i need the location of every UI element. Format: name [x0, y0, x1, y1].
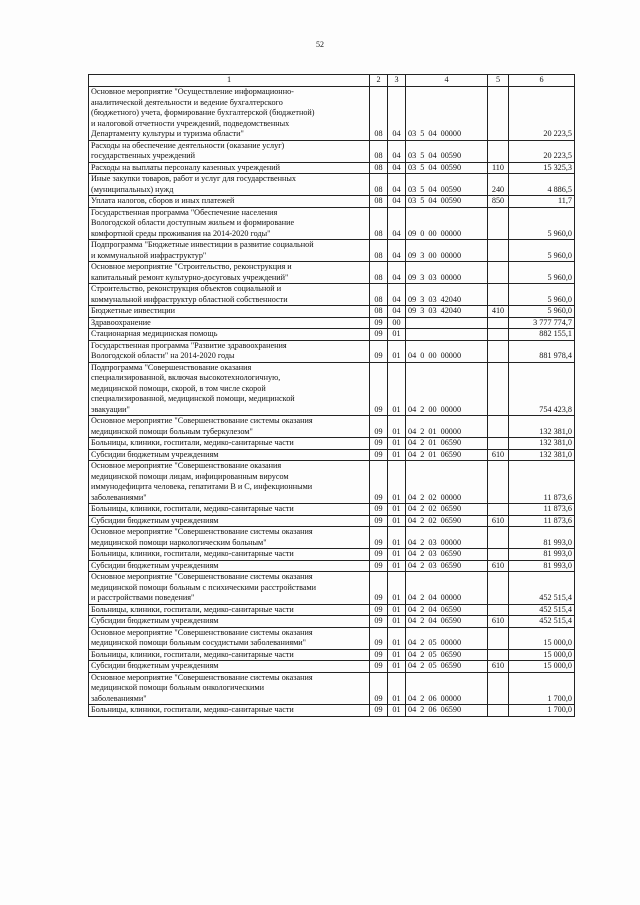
row-expense-type: 850 [488, 196, 509, 208]
row-target-article: 04 2 01 06590 [406, 438, 488, 450]
table-row [89, 340, 575, 362]
row-amount: 20 223,5 [509, 140, 575, 162]
row-target-article: 04 2 06 06590 [406, 705, 488, 717]
row-amount: 452 515,4 [509, 616, 575, 628]
table-row [89, 549, 575, 561]
row-amount: 11 873,6 [509, 515, 575, 527]
row-target-article: 04 2 05 06590 [406, 661, 488, 673]
row-expense-type [488, 362, 509, 416]
row-target-article: 03 5 04 00000 [406, 87, 488, 141]
row-section: 09 [370, 661, 388, 673]
header-target-article: 4 [406, 75, 488, 87]
row-expense-type [488, 527, 509, 549]
table-row [89, 317, 575, 329]
row-subsection: 01 [388, 449, 406, 461]
table-row [89, 616, 575, 628]
row-name: Основное мероприятие "Совершенствование системы оказания медицинской помощи больным туберкулезом" [89, 416, 370, 438]
row-name: Больницы, клиники, госпитали, медико-санитарные части [89, 705, 370, 717]
row-target-article: 04 2 04 06590 [406, 616, 488, 628]
row-name: Субсидии бюджетным учреждениям [89, 560, 370, 572]
row-target-article: 04 2 02 06590 [406, 504, 488, 516]
row-amount: 5 960,0 [509, 306, 575, 318]
table-row [89, 329, 575, 341]
row-target-article: 09 3 00 00000 [406, 240, 488, 262]
row-amount: 5 960,0 [509, 284, 575, 306]
table-row [89, 262, 575, 284]
table-row [89, 649, 575, 661]
row-section: 09 [370, 572, 388, 605]
row-name: Основное мероприятие "Совершенствование системы оказания медицинской помощи наркологическим больным" [89, 527, 370, 549]
row-section: 09 [370, 604, 388, 616]
row-expense-type: 610 [488, 560, 509, 572]
row-name: Основное мероприятие "Строительство, реконструкция и капитальный ремонт культурно-досуговых учреждений" [89, 262, 370, 284]
row-section: 08 [370, 262, 388, 284]
table-row [89, 306, 575, 318]
row-expense-type: 610 [488, 515, 509, 527]
row-expense-type [488, 87, 509, 141]
row-subsection: 01 [388, 649, 406, 661]
row-amount: 15 000,0 [509, 627, 575, 649]
row-name: Подпрограмма "Бюджетные инвестиции в развитие социальной и коммунальной инфраструктур" [89, 240, 370, 262]
row-amount: 5 960,0 [509, 262, 575, 284]
row-subsection: 01 [388, 616, 406, 628]
row-subsection: 01 [388, 549, 406, 561]
row-expense-type [488, 140, 509, 162]
row-subsection: 01 [388, 504, 406, 516]
row-expense-type [488, 329, 509, 341]
row-name: Больницы, клиники, госпитали, медико-санитарные части [89, 504, 370, 516]
row-expense-type [488, 262, 509, 284]
row-amount: 15 000,0 [509, 661, 575, 673]
row-name: Расходы на обеспечение деятельности (оказание услуг) государственных учреждений [89, 140, 370, 162]
header-name: 1 [89, 75, 370, 87]
row-subsection: 01 [388, 672, 406, 705]
row-amount: 20 223,5 [509, 87, 575, 141]
row-subsection: 01 [388, 661, 406, 673]
row-name: Больницы, клиники, госпитали, медико-санитарные части [89, 649, 370, 661]
row-section: 09 [370, 705, 388, 717]
row-amount: 11 873,6 [509, 461, 575, 504]
row-expense-type [488, 649, 509, 661]
row-name: Уплата налогов, сборов и иных платежей [89, 196, 370, 208]
table-row [89, 527, 575, 549]
row-expense-type [488, 672, 509, 705]
row-section: 09 [370, 649, 388, 661]
row-section: 09 [370, 672, 388, 705]
row-section: 08 [370, 284, 388, 306]
row-name: Бюджетные инвестиции [89, 306, 370, 318]
row-section: 08 [370, 240, 388, 262]
row-subsection: 01 [388, 560, 406, 572]
row-expense-type [488, 572, 509, 605]
row-subsection: 01 [388, 572, 406, 605]
row-target-article: 09 0 00 00000 [406, 207, 488, 240]
row-subsection: 04 [388, 174, 406, 196]
table-row [89, 560, 575, 572]
table-row [89, 449, 575, 461]
row-name: Основное мероприятие "Осуществление информационно- аналитической деятельности и ведение бухгалтерского (бюджетного) учета, формирование бухгалтерской (бюджетной) и налоговой отчетности учреждений, подведомственных Департаменту культуры и туризма области" [89, 87, 370, 141]
page-number: 52 [316, 40, 324, 49]
row-expense-type [488, 627, 509, 649]
row-name: Государственная программа "Обеспечение населения Вологодской области доступным жильем и формирование комфортной среды проживания на 2014-2020 годы" [89, 207, 370, 240]
row-amount: 1 700,0 [509, 705, 575, 717]
row-expense-type [488, 438, 509, 450]
table-body [89, 87, 575, 717]
budget-table [88, 74, 575, 717]
row-target-article: 09 3 03 42040 [406, 284, 488, 306]
row-amount: 15 325,3 [509, 162, 575, 174]
row-target-article: 09 3 03 00000 [406, 262, 488, 284]
row-section: 08 [370, 174, 388, 196]
table-row [89, 416, 575, 438]
row-amount: 5 960,0 [509, 207, 575, 240]
table-row [89, 87, 575, 141]
table-row [89, 284, 575, 306]
row-target-article: 04 2 04 00000 [406, 572, 488, 605]
table-header-row [89, 75, 575, 87]
row-section: 09 [370, 515, 388, 527]
row-amount: 81 993,0 [509, 560, 575, 572]
row-subsection: 01 [388, 705, 406, 717]
table-row [89, 504, 575, 516]
row-amount: 11 873,6 [509, 504, 575, 516]
row-target-article [406, 329, 488, 341]
table-row [89, 661, 575, 673]
header-amount: 6 [509, 75, 575, 87]
row-target-article: 04 2 03 06590 [406, 549, 488, 561]
table-row [89, 627, 575, 649]
row-section: 09 [370, 329, 388, 341]
row-target-article: 04 2 02 06590 [406, 515, 488, 527]
row-section: 08 [370, 140, 388, 162]
row-subsection: 04 [388, 306, 406, 318]
row-section: 09 [370, 449, 388, 461]
row-subsection: 01 [388, 416, 406, 438]
table-row [89, 162, 575, 174]
row-name: Основное мероприятие "Совершенствование оказания медицинской помощи лицам, инфицированным вирусом иммунодефицита человека, гепатитами B и C, инфекционными заболеваниями" [89, 461, 370, 504]
row-expense-type [488, 240, 509, 262]
row-name: Стационарная медицинская помощь [89, 329, 370, 341]
row-expense-type [488, 604, 509, 616]
row-section: 09 [370, 549, 388, 561]
row-target-article: 04 2 01 00000 [406, 416, 488, 438]
row-target-article: 03 5 04 00590 [406, 162, 488, 174]
row-amount: 1 700,0 [509, 672, 575, 705]
row-name: Основное мероприятие "Совершенствование системы оказания медицинской помощи больным сосудистыми заболеваниями" [89, 627, 370, 649]
row-expense-type [488, 504, 509, 516]
table-row [89, 672, 575, 705]
table-row [89, 362, 575, 416]
row-target-article: 04 2 03 00000 [406, 527, 488, 549]
row-subsection: 04 [388, 162, 406, 174]
row-section: 09 [370, 438, 388, 450]
row-name: Субсидии бюджетным учреждениям [89, 449, 370, 461]
row-subsection: 04 [388, 140, 406, 162]
row-section: 09 [370, 616, 388, 628]
table-row [89, 438, 575, 450]
row-name: Иные закупки товаров, работ и услуг для государственных (муниципальных) нужд [89, 174, 370, 196]
row-section: 09 [370, 504, 388, 516]
row-name: Расходы на выплаты персоналу казенных учреждений [89, 162, 370, 174]
row-expense-type [488, 207, 509, 240]
table-row [89, 515, 575, 527]
row-expense-type [488, 416, 509, 438]
row-amount: 754 423,8 [509, 362, 575, 416]
table-row [89, 604, 575, 616]
row-section: 09 [370, 527, 388, 549]
row-name: Больницы, клиники, госпитали, медико-санитарные части [89, 438, 370, 450]
row-subsection: 01 [388, 329, 406, 341]
table-row [89, 140, 575, 162]
row-target-article: 04 2 05 06590 [406, 649, 488, 661]
row-section: 08 [370, 196, 388, 208]
header-subsection: 3 [388, 75, 406, 87]
table-row [89, 240, 575, 262]
row-amount: 881 978,4 [509, 340, 575, 362]
row-name: Здравоохранение [89, 317, 370, 329]
row-section: 09 [370, 560, 388, 572]
row-expense-type [488, 705, 509, 717]
header-section: 2 [370, 75, 388, 87]
row-section: 08 [370, 162, 388, 174]
row-name: Государственная программа "Развитие здравоохранения Вологодской области" на 2014-2020 годы [89, 340, 370, 362]
row-section: 09 [370, 627, 388, 649]
row-subsection: 04 [388, 207, 406, 240]
table-row [89, 705, 575, 717]
row-section: 09 [370, 340, 388, 362]
row-amount: 132 381,0 [509, 416, 575, 438]
row-name: Подпрограмма "Совершенствование оказания специализированной, включая высокотехнологичную, медицинской помощи, скорой, в том числе скорой специализированной, медицинской помощи, медицинской эвакуации" [89, 362, 370, 416]
row-expense-type: 610 [488, 661, 509, 673]
row-subsection: 01 [388, 527, 406, 549]
row-subsection: 01 [388, 627, 406, 649]
table-row [89, 207, 575, 240]
row-name: Субсидии бюджетным учреждениям [89, 616, 370, 628]
row-subsection: 01 [388, 438, 406, 450]
row-section: 08 [370, 87, 388, 141]
row-amount: 81 993,0 [509, 549, 575, 561]
table-row [89, 174, 575, 196]
row-target-article: 04 2 04 06590 [406, 604, 488, 616]
table-row [89, 461, 575, 504]
row-amount: 4 886,5 [509, 174, 575, 196]
row-expense-type [488, 284, 509, 306]
row-expense-type: 240 [488, 174, 509, 196]
table-row [89, 196, 575, 208]
row-target-article: 04 2 01 06590 [406, 449, 488, 461]
row-name: Больницы, клиники, госпитали, медико-санитарные части [89, 604, 370, 616]
row-section: 09 [370, 461, 388, 504]
row-amount: 452 515,4 [509, 604, 575, 616]
row-name: Основное мероприятие "Совершенствование системы оказания медицинской помощи больным с психическими расстройствами и расстройствами поведения" [89, 572, 370, 605]
row-expense-type: 110 [488, 162, 509, 174]
row-subsection: 00 [388, 317, 406, 329]
row-subsection: 01 [388, 604, 406, 616]
row-subsection: 04 [388, 240, 406, 262]
row-subsection: 04 [388, 196, 406, 208]
row-subsection: 01 [388, 515, 406, 527]
row-subsection: 01 [388, 461, 406, 504]
row-name: Больницы, клиники, госпитали, медико-санитарные части [89, 549, 370, 561]
row-name: Субсидии бюджетным учреждениям [89, 661, 370, 673]
row-amount: 5 960,0 [509, 240, 575, 262]
row-target-article: 04 2 02 00000 [406, 461, 488, 504]
row-amount: 81 993,0 [509, 527, 575, 549]
row-name: Субсидии бюджетным учреждениям [89, 515, 370, 527]
row-expense-type: 410 [488, 306, 509, 318]
row-subsection: 04 [388, 262, 406, 284]
row-section: 09 [370, 317, 388, 329]
row-expense-type [488, 549, 509, 561]
row-target-article: 04 0 00 00000 [406, 340, 488, 362]
row-amount: 132 381,0 [509, 438, 575, 450]
row-amount: 452 515,4 [509, 572, 575, 605]
row-amount: 882 155,1 [509, 329, 575, 341]
row-section: 08 [370, 306, 388, 318]
table-row [89, 572, 575, 605]
row-target-article: 04 2 03 06590 [406, 560, 488, 572]
row-subsection: 01 [388, 362, 406, 416]
row-expense-type [488, 461, 509, 504]
row-amount: 15 000,0 [509, 649, 575, 661]
row-target-article: 09 3 03 42040 [406, 306, 488, 318]
row-name: Основное мероприятие "Совершенствование системы оказания медицинской помощи больным онкологическими заболеваниями" [89, 672, 370, 705]
row-amount: 3 777 774,7 [509, 317, 575, 329]
row-amount: 11,7 [509, 196, 575, 208]
row-target-article: 03 5 04 00590 [406, 196, 488, 208]
row-target-article: 03 5 04 00590 [406, 140, 488, 162]
row-target-article: 03 5 04 00590 [406, 174, 488, 196]
header-expense-type: 5 [488, 75, 509, 87]
row-name: Строительство, реконструкция объектов социальной и коммунальной инфраструктур областной собственности [89, 284, 370, 306]
row-amount: 132 381,0 [509, 449, 575, 461]
row-target-article: 04 2 00 00000 [406, 362, 488, 416]
row-subsection: 01 [388, 340, 406, 362]
row-section: 09 [370, 416, 388, 438]
row-target-article: 04 2 05 00000 [406, 627, 488, 649]
row-subsection: 04 [388, 87, 406, 141]
row-subsection: 04 [388, 284, 406, 306]
row-expense-type [488, 340, 509, 362]
row-target-article [406, 317, 488, 329]
row-expense-type: 610 [488, 449, 509, 461]
row-section: 09 [370, 362, 388, 416]
row-expense-type [488, 317, 509, 329]
row-expense-type: 610 [488, 616, 509, 628]
row-section: 08 [370, 207, 388, 240]
row-target-article: 04 2 06 00000 [406, 672, 488, 705]
